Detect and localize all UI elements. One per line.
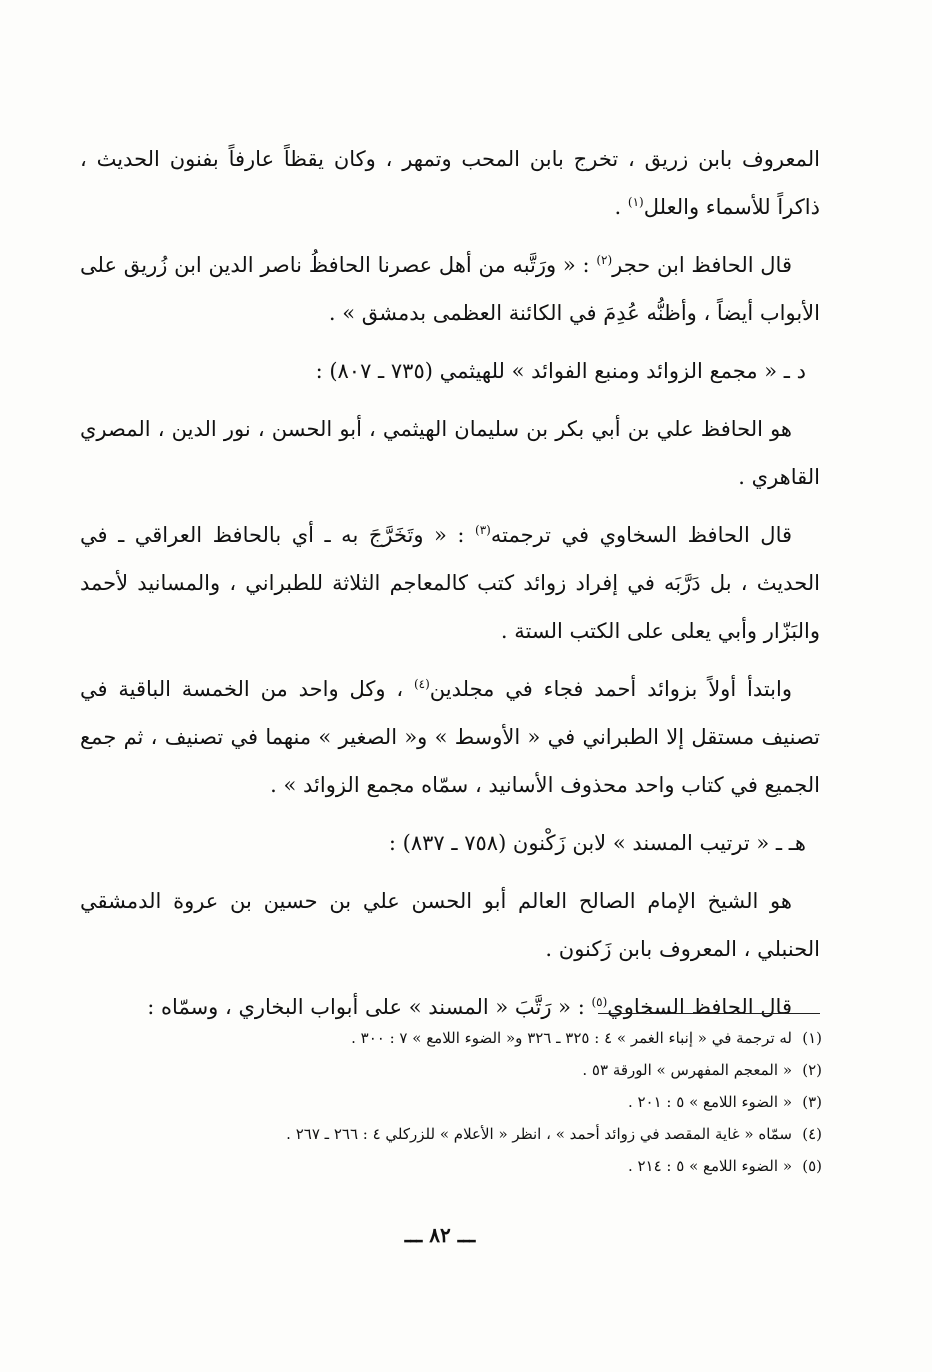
paragraph-4-text: هو الحافظ علي بن أبي بكر بن سليمان الهيثمي ، أبو الحسن ، نور الدين ، المصري القاهري . [80, 417, 820, 489]
paragraph-5 [80, 511, 820, 655]
page-body [80, 135, 820, 1041]
paragraph-4 [80, 405, 820, 501]
paragraph-8 [80, 877, 820, 973]
footnote-4-text: سمّاه « غاية المقصد في زوائد أحمد » ، انظر « الأعلام » للزركلي ٤ : ٢٦٦ ـ ٢٦٧ . [286, 1125, 792, 1143]
paragraph-5-tail: : « وتَخَرَّجَ به ـ أي بالحافظ العراقي ـ في الحديث ، بل دَرَّبَه في إفراد زوائد كتب كالمعاجم الثلاثة للطبراني ، والمسانيد لأحمد والبَزّار وأبي يعلى على الكتب الستة . [80, 523, 820, 643]
footnote-2-number: (٢) [802, 1061, 822, 1079]
paragraph-1 [80, 135, 820, 231]
section-heading-h [80, 819, 820, 867]
footnote-3-text: « الضوء اللامع » ٥ : ٢٠١ . [627, 1093, 792, 1111]
paragraph-6-text: وابتدأ أولاً بزوائد أحمد فجاء في مجلدين [429, 677, 793, 701]
section-heading-d [80, 347, 820, 395]
footnote-4 [80, 1118, 822, 1150]
footnote-ref-2[interactable]: (٢) [596, 253, 613, 267]
footnote-5-number: (٥) [802, 1157, 822, 1175]
paragraph-8-text: هو الشيخ الإمام الصالح العالم أبو الحسن علي بن حسين بن عروة الدمشقي الحنبلي ، المعروف بابن زَكنون . [80, 889, 820, 961]
paragraph-5-text: قال الحافظ السخاوي في ترجمته [490, 523, 793, 547]
footnote-1-number: (١) [802, 1029, 822, 1047]
footnote-4-number: (٤) [802, 1125, 822, 1143]
paragraph-9-text: قال الحافظ السخاوي [607, 995, 792, 1019]
footnote-divider [598, 1013, 820, 1014]
paragraph-1-text: المعروف بابن زريق ، تخرج بابن المحب وتمهر ، وكان يقظاً عارفاً بفنون الحديث ، ذاكراً للأسماء والعلل [80, 147, 820, 219]
footnote-1 [80, 1022, 822, 1054]
page-number: ـــ ٨٢ ـــ [404, 1223, 476, 1247]
footnote-5-text: « الضوء اللامع » ٥ : ٢١٤ . [627, 1157, 792, 1175]
section-heading-d-text: د ـ « مجمع الزوائد ومنبع الفوائد » للهيثمي (٧٣٥ ـ ٨٠٧) : [315, 359, 806, 383]
paragraph-2-tail: : « ورَتَّبه من أهل عصرنا الحافظُ ناصر الدين ابن زُريق على الأبواب أيضاً ، وأظنُّه عُدِمَ في الكائنة العظمى بدمشق » . [80, 253, 820, 325]
footnote-2-text: « المعجم المفهرس » الورقة ٥٣ . [582, 1061, 792, 1079]
footnote-ref-5[interactable]: (٥) [591, 995, 608, 1009]
paragraph-1-tail: . [614, 195, 628, 219]
footnote-1-text: له ترجمة في « إنباء الغمر » ٤ : ٣٢٥ ـ ٣٢٦ و« الضوء اللامع » ٧ : ٣٠٠ . [351, 1029, 792, 1047]
paragraph-2-text: قال الحافظ ابن حجر [612, 253, 792, 277]
footnotes [80, 1022, 822, 1182]
footnote-2 [80, 1054, 822, 1086]
footnote-3 [80, 1086, 822, 1118]
footnote-ref-4[interactable]: (٤) [413, 677, 430, 691]
paragraph-9-tail: : « رَتَّبَ « المسند » على أبواب البخاري ، وسمّاه : [147, 995, 592, 1019]
section-heading-h-text: هـ ـ « ترتيب المسند » لابن زَكْنون (٧٥٨ ـ ٨٣٧) : [388, 831, 806, 855]
footnote-ref-3[interactable]: (٣) [475, 523, 491, 537]
paragraph-2 [80, 241, 820, 337]
paragraph-6 [80, 665, 820, 809]
footnote-5 [80, 1150, 822, 1182]
footnote-ref-1[interactable]: (١) [627, 195, 644, 209]
footnote-3-number: (٣) [802, 1093, 822, 1111]
paragraph-6-tail: ، وكل واحد من الخمسة الباقية في تصنيف مستقل إلا الطبراني في « الأوسط » و« الصغير » منهما في تصنيف ، ثم جمع الجميع في كتاب واحد محذوف الأسانيد ، سمّاه مجمع الزوائد » . [80, 677, 820, 797]
